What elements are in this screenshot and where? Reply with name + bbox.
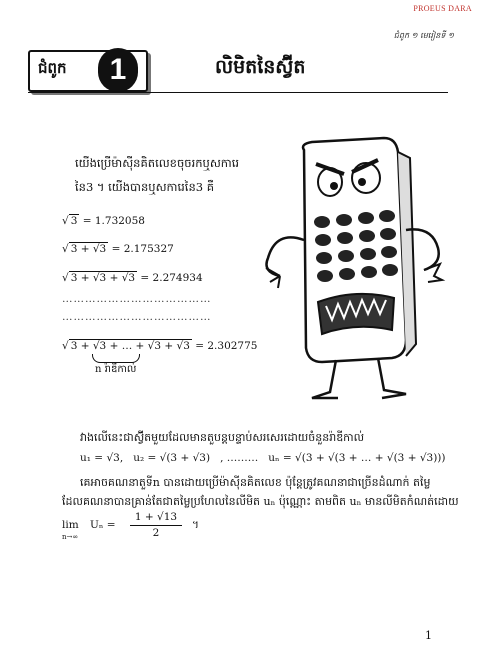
chapter-number: 1 (98, 48, 138, 92)
left-pupil (330, 182, 338, 190)
dots-line-1: ………………………………… (62, 293, 212, 305)
sentence-end-mark: ។ (192, 519, 199, 531)
chapter-title: លិមិតនៃស៊្វីត (215, 56, 306, 78)
equation-final-value: = 2.302775 (195, 340, 258, 352)
right-leg (378, 358, 406, 398)
paragraph-1: វាងលើនេះជាស៊្វីតមួយដែលមានតួបន្តបន្ទាប់សរសេរដោយចំនួនរ៉ាឌីកាល់ (80, 431, 365, 444)
equation-3-value: = 2.274934 (140, 272, 203, 284)
left-leg (312, 360, 338, 398)
limit-subscript: n→∞ (62, 533, 79, 541)
page-number: 1 (425, 629, 432, 642)
equation-2: √ 3 + √3 = 2.175327 (62, 243, 174, 255)
fraction-numerator: 1 + √13 (134, 511, 178, 523)
sequence-u2: u₂ = √(3 + √3) (133, 452, 211, 464)
intro-line-1: យើងប្រើម៉ាស៊ីនគិតលេខចុចរកឬសការេ (75, 156, 240, 170)
sequence-u1: u₁ = √3 (80, 452, 120, 464)
limit-operator: lim (62, 519, 79, 531)
equation-2-value: = 2.175327 (111, 243, 174, 255)
dots-line-2: ………………………………… (62, 311, 212, 323)
equation-final-radicand: 3 + √3 + … + √3 + √3 (70, 340, 190, 352)
equation-final: √ 3 + √3 + … + √3 + √3 = 2.302775 (62, 340, 258, 352)
equation-1-value: = 1.732058 (82, 215, 145, 227)
chapter-badge (28, 50, 148, 92)
equation-1: √ 3 = 1.732058 (62, 215, 145, 227)
equation-3: √ 3 + √3 + √3 = 2.274934 (62, 272, 203, 284)
left-arm (267, 237, 305, 276)
watermark: PROEUS DARA (413, 4, 472, 13)
equation-3-radicand: 3 + √3 + √3 (70, 272, 136, 284)
brace-label: n រ៉ាឌីកាល់ (95, 364, 137, 375)
sequence-ellipsis: , ……… (220, 452, 259, 464)
title-rule (28, 92, 448, 93)
fraction-bar (130, 525, 182, 526)
equation-2-radicand: 3 + √3 (70, 243, 107, 255)
fraction-denominator: 2 (152, 527, 160, 539)
angry-calculator-illustration (256, 130, 446, 410)
sequence-line: u₁ = √3, u₂ = √(3 + √3) , ……… uₙ = √(3 + √(3 + … + √(3 + √3))) (80, 452, 446, 464)
equation-1-radicand: 3 (70, 215, 78, 227)
paragraph-2: គេអាចគណនាតួទីn បានដោយប្រើម៉ាស៊ីនគិតលេខ ប៉ុន្តែត្រូវគណនាជាច្រើនដំណាក់ តម្លៃ (80, 476, 431, 489)
intro-line-2: នៃ3 ។ យើងបានឬសការេនៃ3 គឺ (75, 180, 215, 194)
paragraph-3: ដែលគណនាបានគ្រាន់តែជាតម្លៃប្រហែលនៃលីមិត uₙ ប៉ុណ្ណោះ តាមពិត uₙ មានលីមិតកំណត់ដោយ (62, 495, 459, 508)
running-header: ជំពូក ១ មេរៀនទី ១ (393, 31, 454, 40)
right-pupil (358, 178, 366, 186)
limit-variable: Uₙ = (90, 519, 116, 531)
chapter-label: ជំពូក (38, 59, 67, 77)
sequence-un: uₙ = √(3 + √(3 + … + √(3 + √3))) (268, 452, 446, 464)
right-fist (424, 264, 442, 282)
